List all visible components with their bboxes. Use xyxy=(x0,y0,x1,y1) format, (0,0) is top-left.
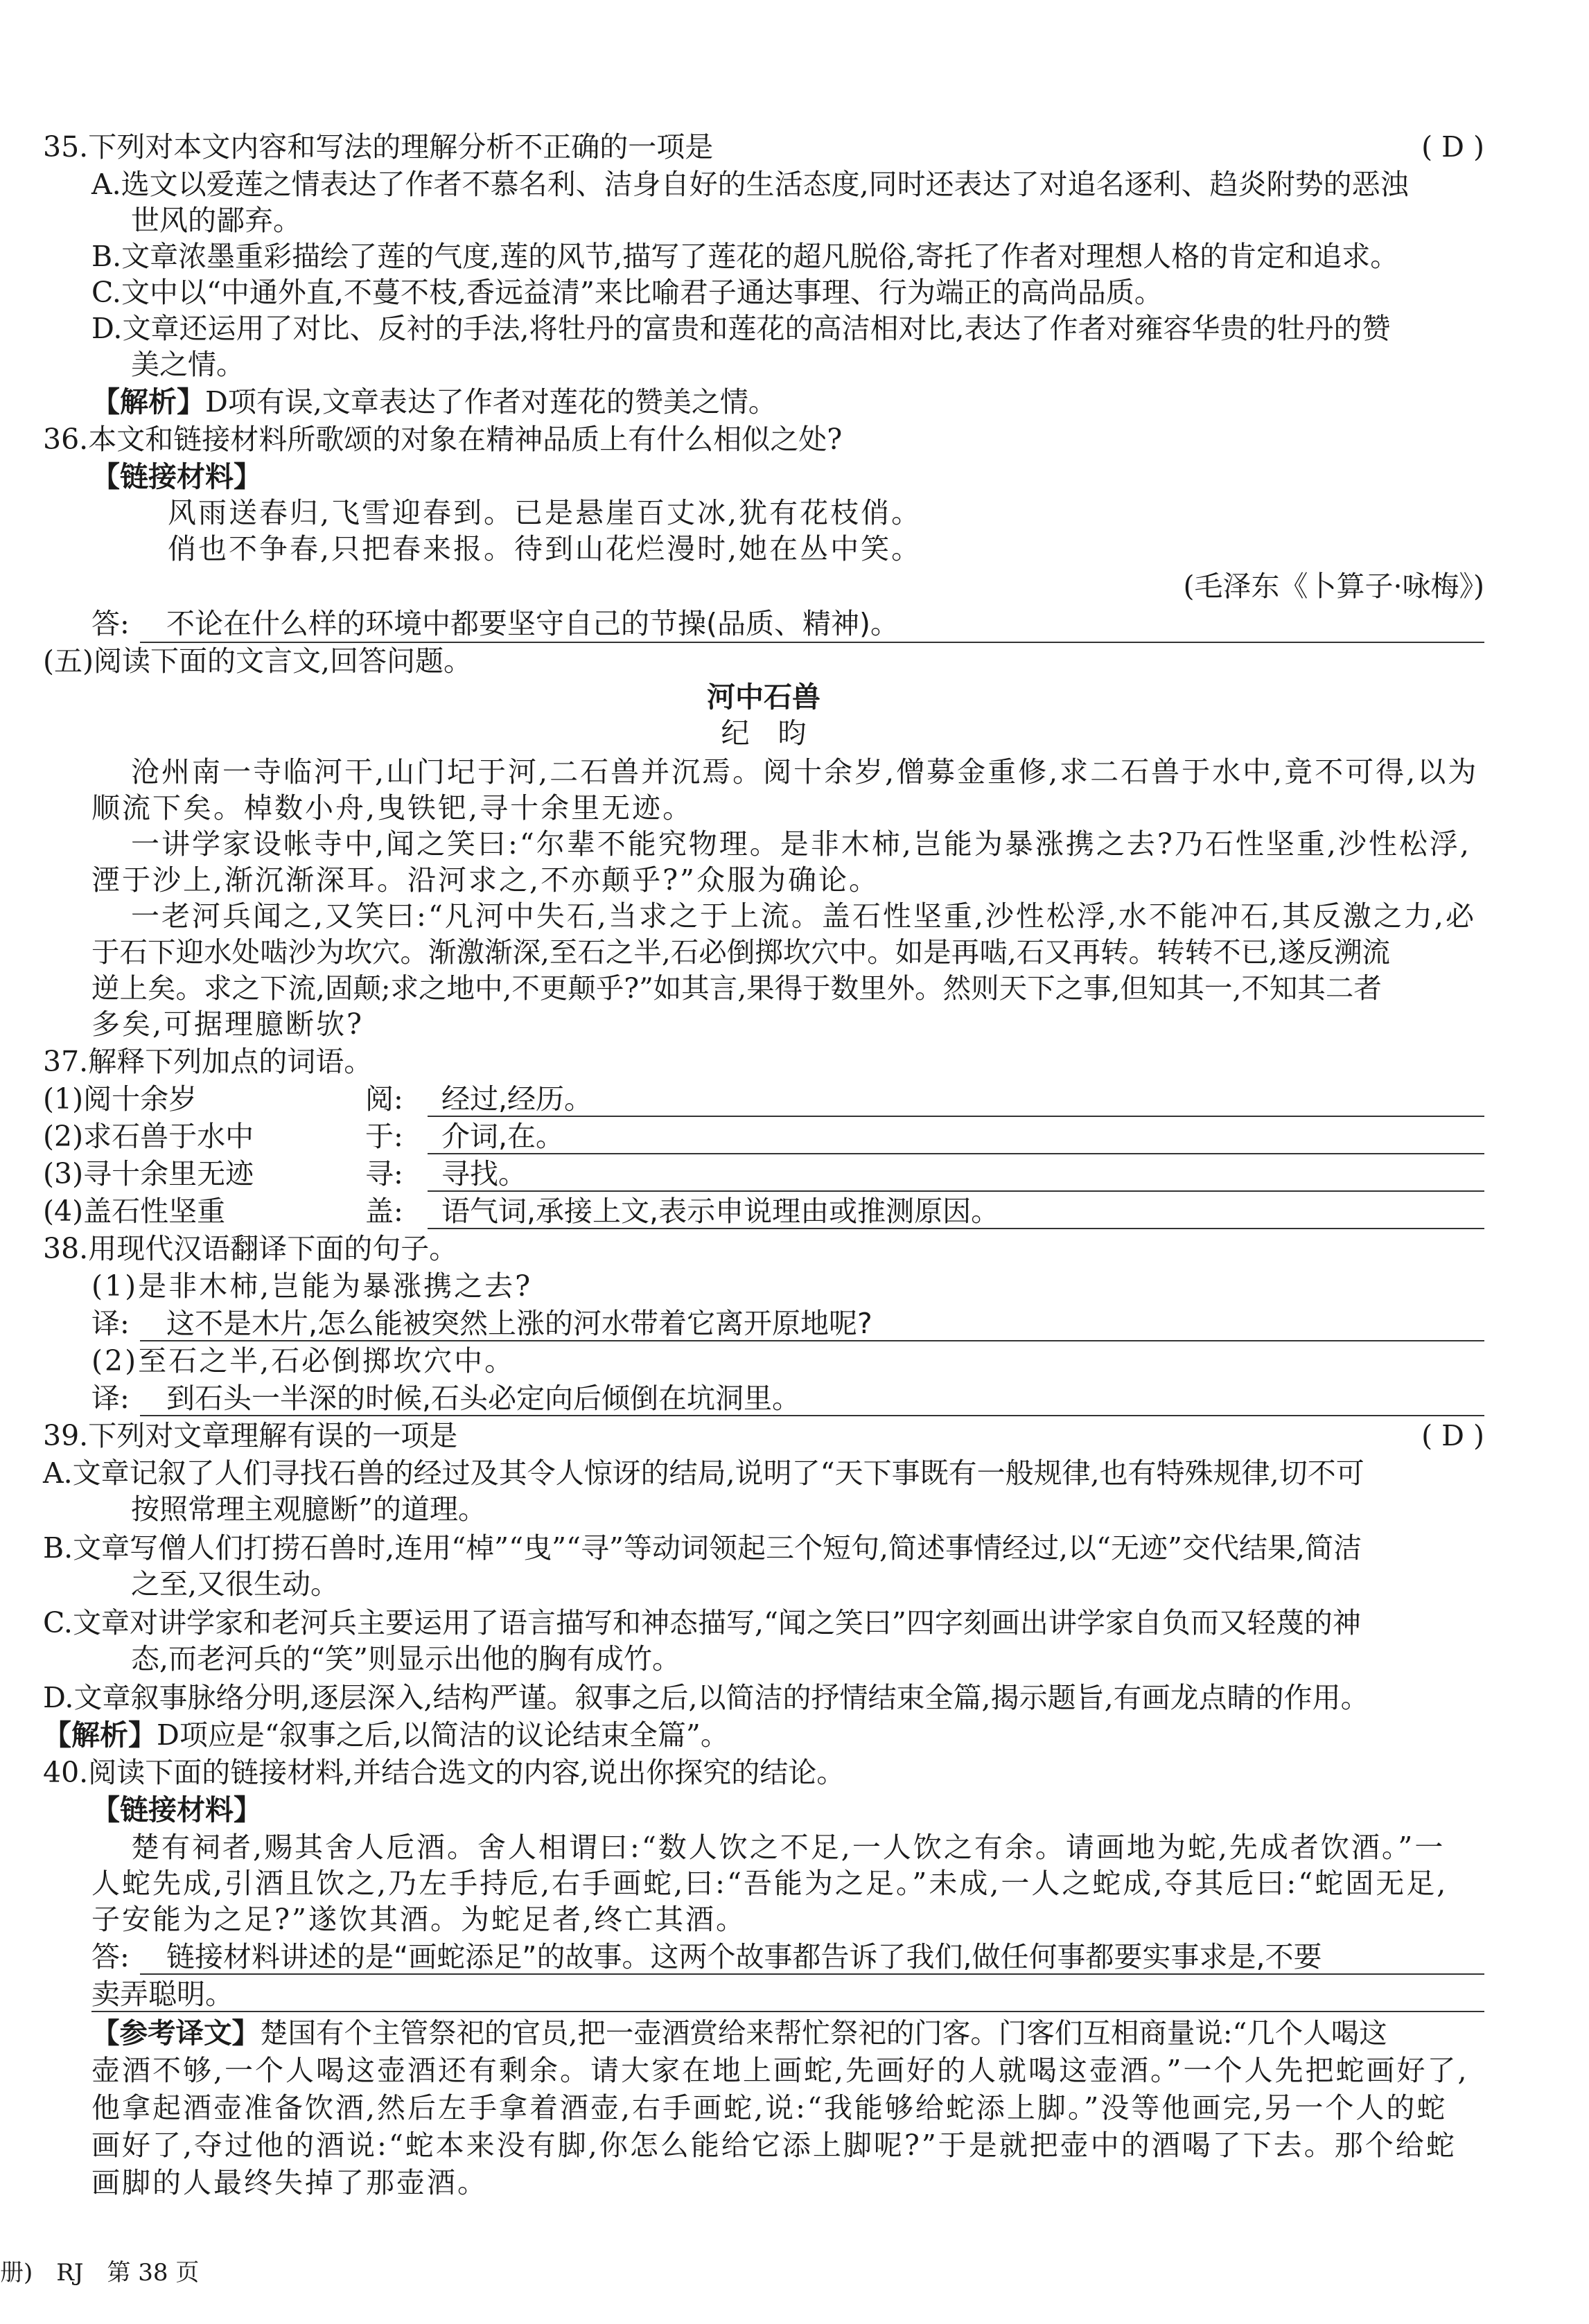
answer-line xyxy=(140,1340,1484,1341)
analysis-text: D项应是“叙事之后,以简洁的议论结束全篇”。 xyxy=(157,1718,729,1752)
passage-paragraph-3: 一老河兵闻之,又笑曰:“凡河中失石,当求之于上流。盖石性坚重,沙性松浮,水不能冲石,其反激之力,必 xyxy=(131,899,1476,933)
q39-option-b-cont: 之至,又很生动。 xyxy=(131,1567,340,1601)
q40-answer-line-1: 链接材料讲述的是“画蛇添足”的故事。这两个故事都告诉了我们,做任何事都要实事求是,不要 xyxy=(166,1940,1322,1973)
passage-paragraph-3-cont-1: 于石下迎水处啮沙为坎穴。渐激渐深,至石之半,石必倒掷坎穴中。如是再啮,石又再转。转转不已,遂反溯流 xyxy=(91,935,1390,969)
answer-line xyxy=(428,1190,1484,1192)
q37-item-answer: 语气词,承接上文,表示申说理由或推测原因。 xyxy=(441,1195,1000,1228)
q40-stem: 40.阅读下面的链接材料,并结合选文的内容,说出你探究的结论。 xyxy=(43,1756,845,1789)
passage-paragraph-3-cont-3: 多矣,可据理臆断欤? xyxy=(91,1007,365,1041)
q35-option-d: D.文章还运用了对比、反衬的手法,将牡丹的富贵和莲花的高洁相对比,表达了作者对雍容华贵的牡丹的赞 xyxy=(91,312,1391,345)
q37-item-phrase: (2)求石兽于水中 xyxy=(43,1120,254,1153)
q37-item-char: 于: xyxy=(365,1120,403,1153)
q39-stem: 39.下列对文章理解有误的一项是 xyxy=(43,1419,458,1452)
q39-answer: ( D ) xyxy=(1421,1419,1484,1452)
q39-option-a-cont: 按照常理主观臆断”的道理。 xyxy=(131,1493,486,1526)
q35-option-b: B.文章浓墨重彩描绘了莲的气度,莲的风节,描写了莲花的超凡脱俗,寄托了作者对理想人格的肯定和追求。 xyxy=(91,240,1399,273)
q35-answer: ( D ) xyxy=(1421,130,1484,164)
q39-option-b: B.文章写僧人们打捞石兽时,连用“棹”“曳”“寻”等动词领起三个短句,简述事情经过,以“无迹”交代结果,简洁 xyxy=(43,1531,1362,1565)
passage-paragraph-1: 沧州南一寺临河干,山门圮于河,二石兽并沉焉。阅十余岁,僧募金重修,求二石兽于水中,竟不可得,以为 xyxy=(131,755,1479,789)
reference-translation-text: 楚国有个主管祭祀的官员,把一壶酒赏给来帮忙祭祀的门客。门客们互相商量说:“几个人喝这 xyxy=(260,2016,1387,2050)
q40-reference-line-5: 画脚的人最终失掉了那壶酒。 xyxy=(91,2166,488,2199)
q39-option-c: C.文章对讲学家和老河兵主要运用了语言描写和神态描写,“闻之笑曰”四字刻画出讲学家自负而又轻蔑的神 xyxy=(43,1606,1361,1639)
page-footer: 册) RJ 第 38 页 xyxy=(0,2259,200,2287)
q35-option-a: A.选文以爱莲之情表达了作者不慕名利、洁身自好的生活态度,同时还表达了对追名逐利、趋炎附势的恶浊 xyxy=(91,168,1409,201)
q35-analysis xyxy=(91,384,777,420)
q40-link-label: 【链接材料】 xyxy=(91,1793,262,1826)
q38-translation-1: 这不是木片,怎么能被突然上涨的河水带着它离开原地呢? xyxy=(166,1307,872,1340)
q39-option-a: A.文章记叙了人们寻找石兽的经过及其令人惊讶的结局,说明了“天下事既有一般规律,也有特殊规律,切不可 xyxy=(43,1456,1364,1490)
q38-translation-label: 译: xyxy=(91,1382,130,1415)
q37-item-answer: 经过,经历。 xyxy=(441,1082,593,1116)
answer-line xyxy=(140,1973,1484,1975)
reference-translation-label: 【参考译文】 xyxy=(91,2016,260,2050)
q40-material-line-2: 人蛇先成,引酒且饮之,乃左手持卮,右手画蛇,曰:“吾能为之足。”未成,一人之蛇成,夺其卮曰:“蛇固无足, xyxy=(91,1867,1448,1900)
q37-item-phrase: (1)阅十余岁 xyxy=(43,1082,197,1116)
passage-paragraph-2: 一讲学家设帐寺中,闻之笑曰:“尔辈不能究物理。是非木柿,岂能为暴涨携之去?乃石性坚重,沙性松浮, xyxy=(131,827,1471,861)
passage-paragraph-3-cont-2: 逆上矣。求之下流,固颠;求之地中,不更颠乎?”如其言,果得于数里外。然则天下之事,但知其一,不知其二者 xyxy=(91,971,1382,1005)
q38-sentence-2: (2)至石之半,石必倒掷坎穴中。 xyxy=(91,1344,516,1377)
q36-link-label: 【链接材料】 xyxy=(91,460,262,493)
q40-answer-label: 答: xyxy=(91,1940,130,1973)
q36-poem-line-1: 风雨送春归,飞雪迎春到。已是悬崖百丈冰,犹有花枝俏。 xyxy=(168,496,922,529)
answer-line xyxy=(428,1228,1484,1229)
passage-author: 纪 昀 xyxy=(721,716,807,750)
analysis-label: 【解析】 xyxy=(91,385,205,419)
answer-line xyxy=(428,1153,1484,1154)
section-5-heading: (五)阅读下面的文言文,回答问题。 xyxy=(43,644,473,678)
q40-answer-line-2: 卖弄聪明。 xyxy=(91,1978,234,2011)
q35-option-d-cont: 美之情。 xyxy=(131,348,245,381)
passage-paragraph-2-cont: 湮于沙上,渐沉渐深耳。沿河求之,不亦颠乎?”众服为确论。 xyxy=(91,863,880,897)
q36-stem: 36.本文和链接材料所歌颂的对象在精神品质上有什么相似之处? xyxy=(43,423,843,456)
q39-analysis xyxy=(43,1717,729,1753)
q40-reference-line-3: 他拿起酒壶准备饮酒,然后左手拿着酒壶,右手画蛇,说:“我能够给蛇添上脚。”没等他画完,另一个人的蛇 xyxy=(91,2091,1448,2124)
q35-option-c: C.文中以“中通外直,不蔓不枝,香远益清”来比喻君子通达事理、行为端正的高尚品质。 xyxy=(91,276,1163,309)
q37-stem: 37.解释下列加点的词语。 xyxy=(43,1045,373,1078)
passage-paragraph-1-cont: 顺流下矣。棹数小舟,曳铁钯,寻十余里无迹。 xyxy=(91,791,694,825)
q36-poem-source: (毛泽东《卜算子·咏梅》) xyxy=(1183,570,1484,603)
passage-title: 河中石兽 xyxy=(707,680,820,714)
q38-translation-2: 到石头一半深的时候,石头必定向后倾倒在坑洞里。 xyxy=(166,1382,801,1415)
q37-item-answer: 寻找。 xyxy=(441,1157,527,1190)
q40-reference-line-4: 画好了,夺过他的酒说:“蛇本来没有脚,你怎么能给它添上脚呢?”于是就把壶中的酒喝了下去。那个给蛇 xyxy=(91,2129,1457,2162)
q39-option-c-cont: 态,而老河兵的“笑”则显示出他的胸有成竹。 xyxy=(131,1642,681,1675)
q36-answer: 不论在什么样的环境中都要坚守自己的节操(品质、精神)。 xyxy=(166,607,899,640)
q38-stem: 38.用现代汉语翻译下面的句子。 xyxy=(43,1232,458,1265)
q35-stem: 35.下列对本文内容和写法的理解分析不正确的一项是 xyxy=(43,130,714,164)
q40-reference-line-2: 壶酒不够,一个人喝这壶酒还有剩余。请大家在地上画蛇,先画好的人就喝这壶酒。”一个人先把蛇画好了, xyxy=(91,2054,1469,2087)
answer-line xyxy=(91,2011,1484,2012)
q35-option-a-cont: 世风的鄙弃。 xyxy=(131,204,301,237)
q37-item-answer: 介词,在。 xyxy=(441,1120,565,1153)
analysis-text: D项有误,文章表达了作者对莲花的赞美之情。 xyxy=(205,385,777,419)
q40-reference-translation xyxy=(91,2015,1387,2051)
q36-answer-label: 答: xyxy=(91,607,130,640)
q37-item-phrase: (4)盖石性坚重 xyxy=(43,1195,226,1228)
q38-sentence-1: (1)是非木柿,岂能为暴涨携之去? xyxy=(91,1269,533,1303)
q36-poem-line-2: 俏也不争春,只把春来报。待到山花烂漫时,她在丛中笑。 xyxy=(168,532,922,565)
answer-line xyxy=(140,1415,1484,1416)
q39-option-d: D.文章叙事脉络分明,逐层深入,结构严谨。叙事之后,以简洁的抒情结束全篇,揭示题旨,有画龙点睛的作用。 xyxy=(43,1681,1369,1714)
answer-line xyxy=(428,1116,1484,1117)
q37-item-char: 盖: xyxy=(365,1195,403,1228)
q40-material-line-1: 楚有祠者,赐其舍人卮酒。舍人相谓曰:“数人饮之不足,一人饮之有余。请画地为蛇,先成者饮酒。”一 xyxy=(131,1831,1446,1864)
q37-item-char: 寻: xyxy=(365,1157,403,1190)
q40-material-line-3: 子安能为之足?”遂饮其酒。为蛇足者,终亡其酒。 xyxy=(91,1903,746,1936)
q38-translation-label: 译: xyxy=(91,1307,130,1340)
analysis-label: 【解析】 xyxy=(43,1718,157,1752)
q37-item-phrase: (3)寻十余里无迹 xyxy=(43,1157,254,1190)
q37-item-char: 阅: xyxy=(365,1082,403,1116)
